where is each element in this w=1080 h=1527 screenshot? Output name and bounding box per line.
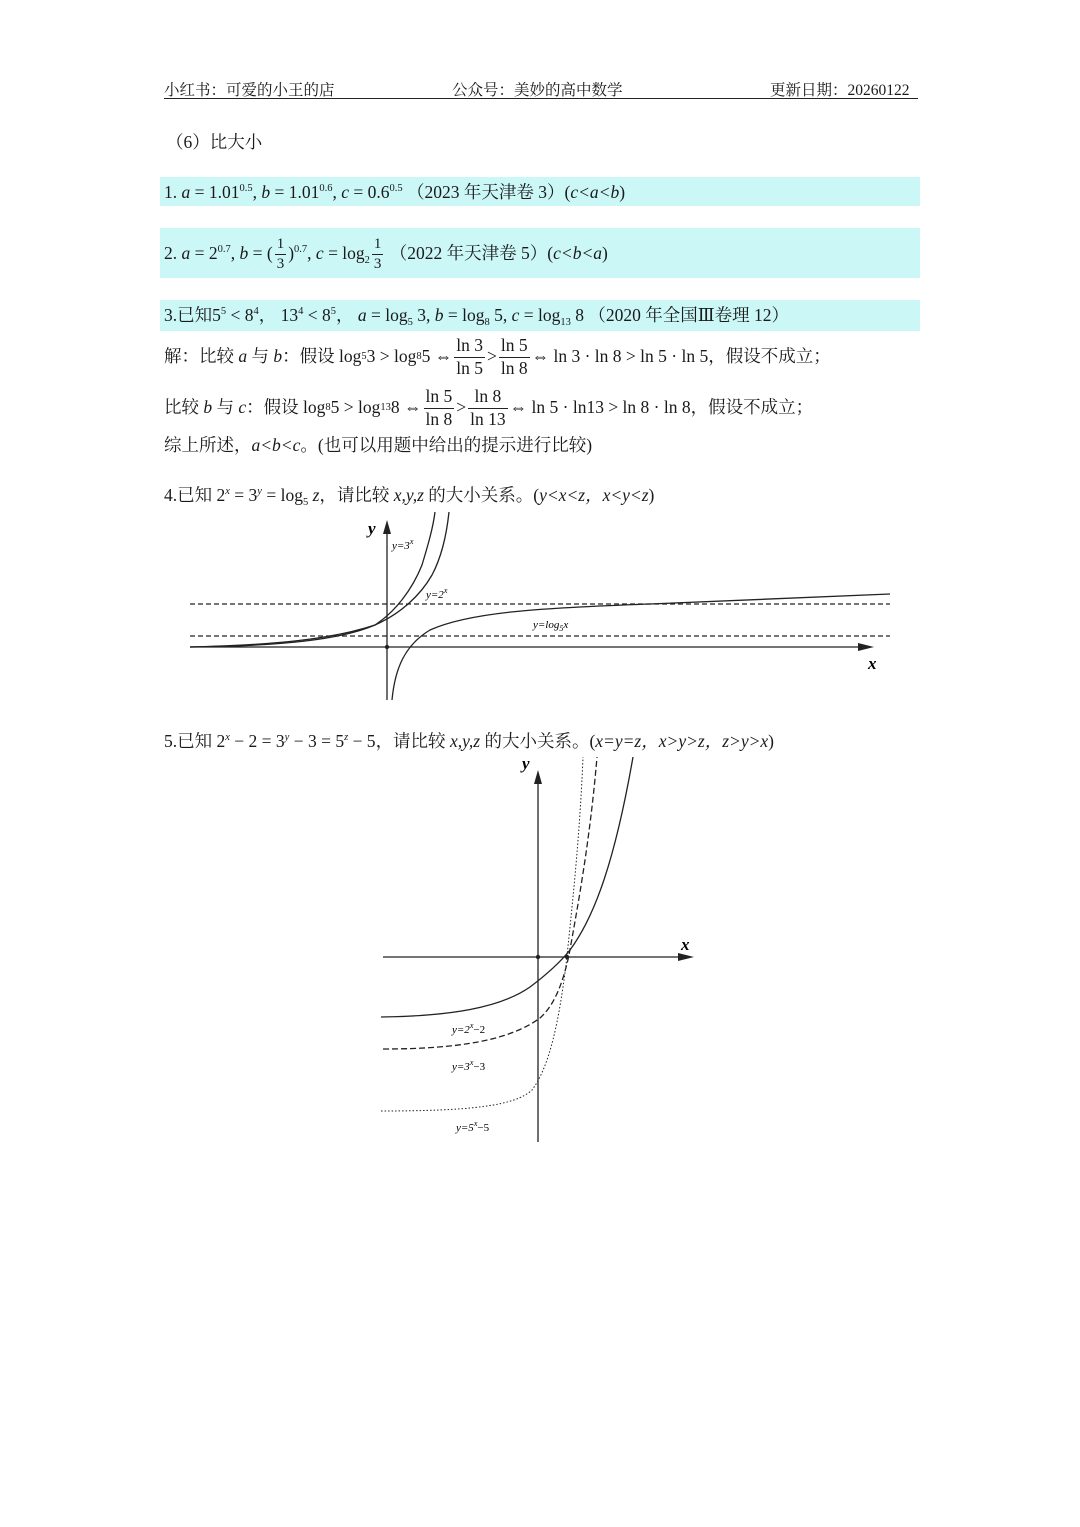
q1-text: 1. $a = 1.01^{0.5}$, $b = 1.01^{0.6}$, $c = 0.6^{0.5}$ （2023 年天津卷 3）(c<a<b) — [164, 182, 626, 202]
q4-label-3x: $y=3^x$ — [392, 537, 414, 552]
q5-answer: x=y=z，x>y>z，z>y>x — [595, 731, 769, 751]
q5-curve-5x — [381, 757, 583, 1111]
q4-ask: ，请比较 — [319, 485, 390, 505]
q5-vars: x,y,z — [449, 731, 481, 751]
q5-y-label: y — [522, 754, 530, 773]
q4-vars: x,y,z — [393, 485, 424, 505]
q4-intro: 4.已知 — [164, 485, 213, 505]
q4-x-label: x — [868, 654, 877, 673]
q3-text: 3.已知$5^5 < 8^4$， $13^4 < 8^5$， $a = \log_5 3$, $b = \log_8 5$, $c = \log_{13} 8$ （2020 年全国Ⅲ卷理 12） — [164, 305, 789, 328]
q5-curve-2x — [381, 757, 633, 1017]
q5-x-arrow — [678, 953, 694, 961]
conclusion-prefix: 综上所述， — [164, 435, 252, 455]
q4-text: 4.已知 $2^x = 3^y = \log_5 z$，请比较 x,y,z 的大小关系。(y<x<z，x<y<z) — [164, 485, 655, 508]
sol-prefix-1: 解：比较 — [164, 346, 234, 367]
q5-x-label: x — [681, 935, 690, 954]
q2-answer: c<b<a — [553, 243, 603, 264]
q5-intersection — [565, 955, 569, 959]
header-center: 公众号：美妙的高中数学 — [452, 82, 623, 99]
q4-label-log5: $y=\log_5x$ — [533, 619, 569, 633]
q5-ask: ，请比较 — [375, 731, 446, 751]
q5-origin — [536, 955, 540, 959]
sol-prefix-2: 比较 — [164, 397, 199, 418]
q5-y-arrow — [534, 770, 542, 784]
q1-answer: c<a<b — [570, 182, 620, 202]
q5-label-2x: $y=2^x-2$ — [452, 1021, 486, 1036]
q5-text: 5.已知 $2^x - 2 = 3^y - 3 = 5^z - 5$，请比较 x,y,z 的大小关系。(x=y=z，x>y>z，z>y>x) — [164, 731, 774, 751]
section-title: （6）比大小 — [166, 132, 263, 152]
q2-source: （2022 年天津卷 5） — [389, 243, 548, 264]
q3-source: （2020 年全国Ⅲ卷理 12） — [588, 305, 789, 325]
q3-solution-line2: 比较 b 与 c ：假设 log 8 5 > log 13 8 ⇔ $\frac{\ln 5}{\ln 8}$ > $\frac{\ln 8}{\ln 13}$ ⇔ ln 5 · ln13 > ln 8 · ln 8 ，假设不成立； — [164, 386, 814, 429]
q4-ask-tail: 的大小关系。( — [428, 485, 540, 505]
q4-label-2x: $y=2^x$ — [426, 586, 448, 601]
q3-intro: 3.已知 — [164, 305, 213, 325]
q5-label-3x: $y=3^x-3$ — [452, 1058, 486, 1073]
q4-y-label: y — [368, 519, 376, 538]
q3-solution-line1: 解：比较 a 与 b ：假设 log 5 3 > log 8 5 ⇔ $\frac{\ln 3}{\ln 5}$ > $\frac{\ln 5}{\ln 8}$ ⇔ ln 3 · ln 8 > ln 5 · ln 5 ，假设不成立； — [164, 335, 831, 378]
q5-ask-tail: 的大小关系。( — [484, 731, 596, 751]
q5-label-5x: $y=5^x-5$ — [456, 1119, 490, 1134]
header-right: 更新日期：20260122 — [770, 82, 910, 99]
q2-text: 2. $a = 2^{0.7}$, b = ( $\frac{1}{3}$ )$^{0.7}$, $c = \log_2$ $\frac{1}{3}$ （2022 年天津卷 5）(c<b<a) — [164, 235, 608, 272]
q4-answer: y<x<z，x<y<z — [539, 485, 649, 505]
conclusion-suffix: 。(也可以用题中给出的提示进行比较) — [300, 435, 593, 455]
sol-suffix-2: ，假设不成立； — [690, 397, 814, 418]
sol-suffix-1: ，假设不成立； — [708, 346, 831, 367]
q5-intro: 5.已知 — [164, 731, 213, 751]
conclusion-answer: a<b<c — [251, 435, 301, 455]
header-left: 小红书：可爱的小王的店 — [164, 82, 335, 99]
q1-source: （2023 年天津卷 3） — [407, 182, 565, 202]
